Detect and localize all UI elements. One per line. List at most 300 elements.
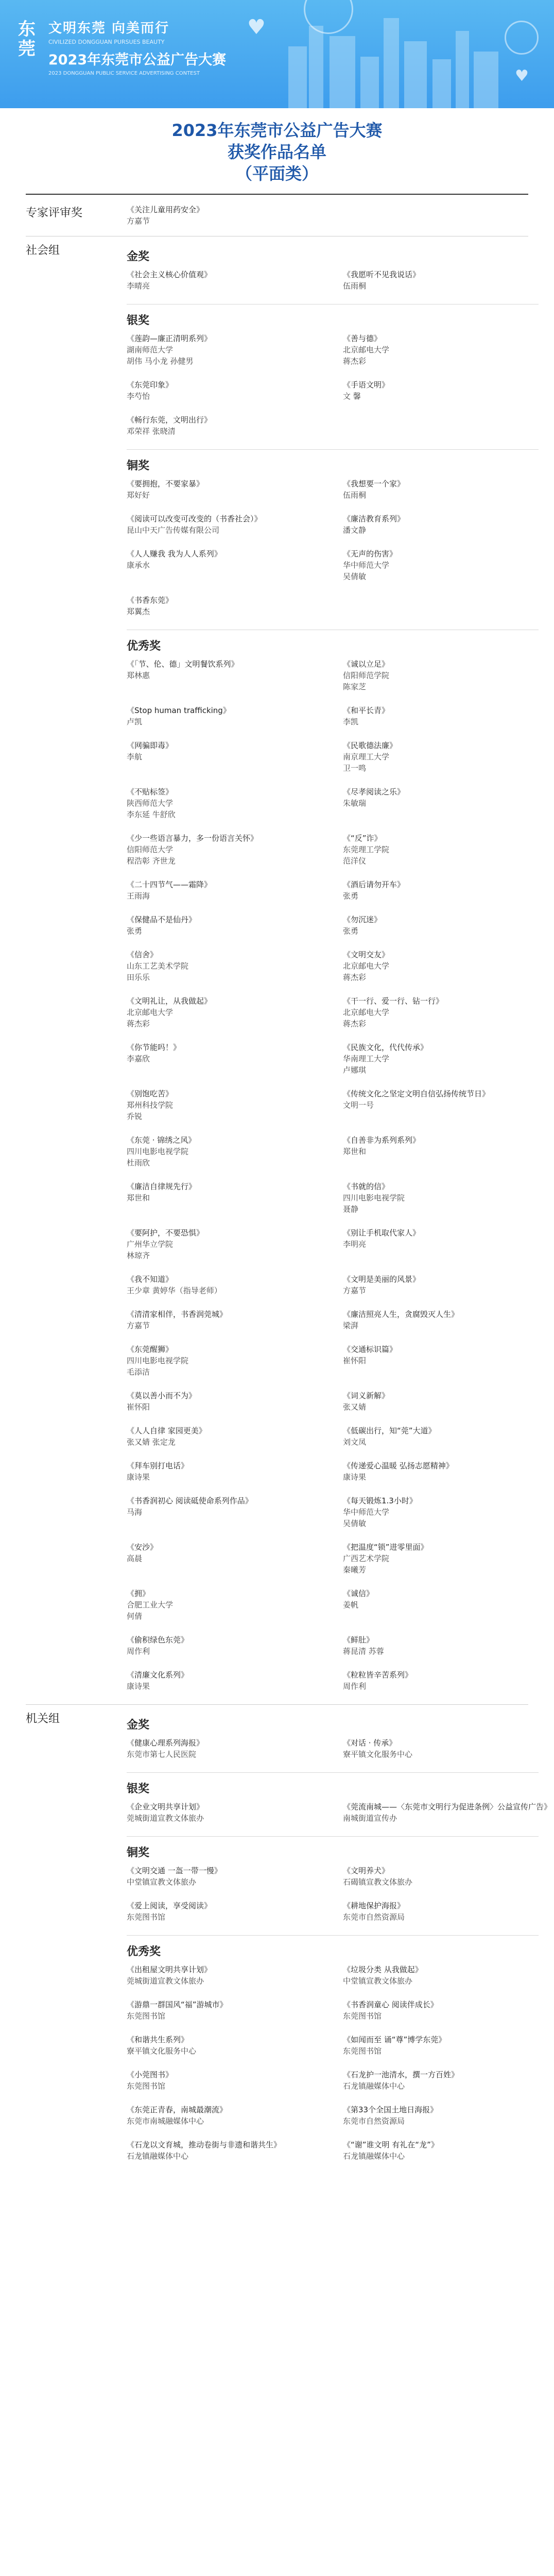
work-title: 《爱上阅读，享受阅读》 <box>127 1901 212 1910</box>
author: 中堂镇宣教文体旅办 <box>127 1877 197 1887</box>
author: 山东工艺美术学院 <box>127 961 189 971</box>
author: 胡伟 马小龙 孙健男 <box>127 357 194 366</box>
author: 李晴亮 <box>127 281 150 291</box>
author: 邓荣祥 张晓清 <box>127 427 176 436</box>
work-title: 《我不知道》 <box>127 1275 174 1284</box>
work-title: 《东莞 · 锦绣之风》 <box>127 1136 196 1145</box>
skyline-building <box>432 59 451 108</box>
award-entry <box>127 658 343 692</box>
social-group <box>26 236 528 1704</box>
author: 寮平镇文化服务中心 <box>127 2046 197 2056</box>
author: 高晨 <box>127 1554 143 1563</box>
author: 东莞图书馆 <box>127 2011 166 2021</box>
author: 卢娜琪 <box>343 1065 367 1075</box>
work-title: 《诚以立足》 <box>343 659 390 669</box>
work-title: 《和谐共生系列》 <box>127 2035 189 2044</box>
award-entry <box>343 1390 554 1413</box>
award-entry <box>127 478 343 501</box>
award-entry <box>127 786 343 820</box>
author: 华中师范大学 <box>343 561 390 570</box>
author: 蒋杰彩 <box>343 357 367 366</box>
work-title: 《粒粒皆辛苦系列》 <box>343 1670 413 1680</box>
award-entry <box>343 1344 554 1378</box>
award-entry <box>127 2034 343 2057</box>
award-entry <box>343 1309 554 1331</box>
award-excellent <box>127 630 528 1704</box>
author: 石碣镇宣教文体旅办 <box>343 1877 413 1887</box>
award-entry <box>343 949 554 983</box>
author: 郑翼杰 <box>127 607 150 616</box>
author: 程浩彰 齐世龙 <box>127 856 176 866</box>
award-entry <box>127 1274 343 1296</box>
award-entry <box>127 1309 343 1331</box>
author: 东莞图书馆 <box>343 2011 382 2021</box>
work-title: 《不贴标签》 <box>127 787 174 796</box>
work-title: 《石龙以文育城，推动卷街与非遗和谐共生》 <box>127 2140 282 2149</box>
award-entry <box>127 949 343 983</box>
work-title: 《东莞醒狮》 <box>127 1345 174 1354</box>
author: 毛添洁 <box>127 1367 150 1377</box>
author: 梁湃 <box>343 1321 359 1330</box>
award-entry <box>343 2139 554 2162</box>
award-entry <box>127 2069 343 2092</box>
author: 郑林惠 <box>127 671 150 680</box>
work-title: 《别饱吃苦》 <box>127 1089 174 1098</box>
award-sections <box>26 1705 552 2174</box>
author: 蒋杰彩 <box>127 1019 150 1028</box>
award-entry <box>343 914 554 937</box>
work-title: 《网骗即毒》 <box>127 741 174 750</box>
work-title: 《耕地保护海报》 <box>343 1901 405 1910</box>
work-title: 《书香东莞》 <box>127 596 174 605</box>
work-title: 《把温度“锁”进零里面》 <box>343 1543 428 1552</box>
award-entry <box>127 705 343 727</box>
entry-grid <box>127 269 528 304</box>
work-title: 《词义新解》 <box>343 1391 390 1400</box>
title-line1: 2023年东莞市公益广告大赛 <box>171 121 383 140</box>
author: 北京邮电大学 <box>343 961 390 971</box>
author: 华南理工大学 <box>343 1054 390 1063</box>
author: 石龙镇融媒体中心 <box>343 2151 405 2161</box>
award-silver <box>127 1772 552 1836</box>
work-title: 《廉洁自律规先行》 <box>127 1182 197 1191</box>
award-entry <box>127 379 343 402</box>
author: 方嘉节 <box>343 1286 367 1295</box>
award-entry <box>343 1634 554 1657</box>
author: 东莞图书馆 <box>127 1912 166 1922</box>
award-entry <box>343 513 554 536</box>
award-entry <box>343 2104 554 2127</box>
work-title: 《拥》 <box>127 1589 150 1598</box>
slogan: 文明东莞 向美而行 <box>48 21 170 36</box>
author: 石龙镇融媒体中心 <box>127 2151 189 2161</box>
award-title: 金奖 <box>127 250 150 263</box>
award-entry <box>343 1227 554 1261</box>
author: 马海 <box>127 1507 143 1517</box>
work-title: 《文明交通 一盔一带一慢》 <box>127 1866 222 1875</box>
author: 信阳师范学院 <box>343 671 390 680</box>
work-title: 《干一行、爱一行、钻一行》 <box>343 996 444 1006</box>
work-title: 《游鼎一群国风“福”游城市》 <box>127 2000 228 2009</box>
author: 刘文凤 <box>343 1437 367 1447</box>
award-entry <box>343 1737 554 1760</box>
award-gold <box>127 1716 528 1772</box>
author: 张勇 <box>343 926 359 936</box>
work-title: 《第33个全国土地日海报》 <box>343 2105 438 2114</box>
award-entry <box>343 1669 554 1692</box>
author: 方嘉节 <box>127 216 150 226</box>
author: 广州华立学院 <box>127 1240 174 1249</box>
work-title: 《莫以善小而不为》 <box>127 1391 197 1400</box>
entry-grid <box>127 658 528 1704</box>
author: 卢凯 <box>127 717 143 726</box>
author: 昆山中天广告传媒有限公司 <box>127 526 220 535</box>
author: 东莞市南城融媒体中心 <box>127 2116 204 2126</box>
author: 郑州科技学院 <box>127 1100 174 1110</box>
author: 中堂镇宣教文体旅办 <box>343 1976 413 1986</box>
work-title: 《出租屋文明共享计划》 <box>127 1965 212 1974</box>
author: 四川电影电视学院 <box>127 1356 189 1365</box>
work-title: 《无声的伤害》 <box>343 549 397 558</box>
author: 朱敏瑞 <box>343 799 367 808</box>
award-entry <box>127 1801 343 1824</box>
work-title: 《交通标识篇》 <box>343 1345 397 1354</box>
award-title: 优秀奖 <box>127 640 161 653</box>
header-banner <box>0 0 554 108</box>
govt-group <box>26 1704 552 2174</box>
award-entry <box>127 1588 343 1622</box>
award-entry <box>343 740 554 774</box>
author: 周作利 <box>343 1682 367 1691</box>
award-entry <box>127 1495 343 1529</box>
award-title: 优秀奖 <box>127 1945 161 1958</box>
author: 李嘉欣 <box>127 1054 150 1063</box>
award-entry <box>343 879 554 902</box>
work-title: 《文明交友》 <box>343 950 390 959</box>
author: 卫一鸣 <box>343 764 367 773</box>
award-entry <box>343 2069 554 2092</box>
award-entry <box>343 1042 554 1076</box>
author: 周作利 <box>127 1647 150 1656</box>
work-title: 《信舍》 <box>127 950 158 959</box>
award-entry <box>127 1964 343 1987</box>
slogan-en: CIVILIZED DONGGUAN PURSUES BEAUTY <box>48 39 165 45</box>
author: 南城街道宣传办 <box>343 1814 397 1823</box>
award-entry <box>127 513 343 536</box>
author: 北京邮电大学 <box>343 345 390 354</box>
award-entry <box>127 1227 343 1261</box>
work-title: 《关注儿童用药安全》 <box>127 205 204 214</box>
work-title: 《如闻而至 诵“尊”博学东莞》 <box>343 2035 446 2044</box>
award-entry <box>343 1460 554 1483</box>
author: 潘文静 <box>343 526 367 535</box>
award-bronze <box>127 449 528 630</box>
work-title: 《企业文明共享计划》 <box>127 1802 204 1811</box>
author: 张又婧 <box>343 1402 367 1412</box>
author: 四川电影电视学院 <box>343 1193 405 1202</box>
work-title: 《对话 · 传承》 <box>343 1738 397 1748</box>
group-label: 机关组 <box>26 1713 60 1725</box>
entry-grid <box>127 1737 528 1772</box>
work-title: 《和平长青》 <box>343 706 390 715</box>
work-title: 《石龙护一池清水，撰一方百姓》 <box>343 2070 459 2079</box>
award-entry <box>127 833 343 867</box>
author: 北京邮电大学 <box>127 1008 174 1017</box>
work-title: 《我愿听不见我说话》 <box>343 270 421 279</box>
award-entry <box>127 333 343 367</box>
skyline-building <box>330 36 355 108</box>
work-title: 《廉洁教育系列》 <box>343 514 405 523</box>
work-title: 《每天锻炼1.3小时》 <box>343 1496 417 1505</box>
award-entry <box>127 269 343 292</box>
author: 康承水 <box>127 561 150 570</box>
award-entry <box>343 995 554 1029</box>
work-title: 《手语文明》 <box>343 380 390 389</box>
author: 崔怀阳 <box>127 1402 150 1412</box>
author: 寮平镇文化服务中心 <box>343 1750 413 1759</box>
award-entry <box>127 1425 343 1448</box>
work-title: 《“反”诈》 <box>343 834 382 843</box>
award-title: 银奖 <box>127 1783 150 1795</box>
author: 吴倩敏 <box>343 1519 367 1528</box>
author: 杜雨欣 <box>127 1158 150 1167</box>
skyline-building <box>474 52 498 108</box>
work-title: 《文明礼让，从我做起》 <box>127 996 212 1006</box>
contest-name-en: 2023 DONGGUAN PUBLIC SERVICE ADVERTISING CONTEST <box>48 71 200 76</box>
work-title: 《鲜肚》 <box>343 1635 374 1645</box>
author: 蒋杰彩 <box>343 1019 367 1028</box>
work-title: 《健康心理系列海报》 <box>127 1738 204 1748</box>
divider <box>127 1772 539 1773</box>
skyline-building <box>384 18 399 108</box>
award-entry <box>127 1865 343 1888</box>
award-entry <box>127 1669 343 1692</box>
award-entry <box>127 1042 343 1076</box>
award-entry <box>343 1425 554 1448</box>
work-title: 《东莞正青春，南城最潮流》 <box>127 2105 228 2114</box>
work-title: 《勿沉迷》 <box>343 915 382 924</box>
award-entry <box>127 1541 343 1575</box>
author: 华中师范大学 <box>343 1507 390 1517</box>
work-title: 《廉洁照亮人生，贪腐毁灭人生》 <box>343 1310 459 1319</box>
award-entry <box>343 1801 554 1824</box>
author: 四川电影电视学院 <box>127 1147 189 1156</box>
divider <box>127 449 539 450</box>
work-title: 《民歌德法廉》 <box>343 741 397 750</box>
author: 北京邮电大学 <box>343 1008 390 1017</box>
author: 陈家芝 <box>343 682 367 691</box>
award-entry <box>343 658 554 692</box>
author: 王雨海 <box>127 891 150 901</box>
heart-icon: ♥ <box>247 15 266 39</box>
award-sections <box>26 236 528 1704</box>
award-entry <box>343 1865 554 1888</box>
author: 林琼齐 <box>127 1251 150 1260</box>
author: 南京理工大学 <box>343 752 390 761</box>
work-title: 《善与德》 <box>343 334 382 343</box>
work-title: 《保健品不是仙丹》 <box>127 915 197 924</box>
award-entry <box>343 786 554 820</box>
award-entry <box>343 478 554 501</box>
author: 郑世和 <box>127 1193 150 1202</box>
work-title: 《书就的信》 <box>343 1182 390 1191</box>
author: 范洋仪 <box>343 856 367 866</box>
work-title: 《「节、伦、德」文明餐饮系列》 <box>127 659 239 669</box>
author: 文明一号 <box>343 1100 374 1110</box>
award-entry <box>343 1900 554 1923</box>
author: 东莞市自然资源局 <box>343 1912 405 1922</box>
author: 王少章 黄婷华（指导老师） <box>127 1286 222 1295</box>
award-entry <box>127 740 343 774</box>
author: 崔怀阳 <box>343 1356 367 1365</box>
entry-grid <box>127 333 528 449</box>
author: 东莞图书馆 <box>127 2081 166 2091</box>
heart-icon: ♥ <box>515 67 529 85</box>
award-entry <box>343 1495 554 1529</box>
work-title: 《人人自律 家园更美》 <box>127 1426 206 1435</box>
award-entry <box>343 833 554 867</box>
author: 蒋昆清 苏蓉 <box>343 1647 384 1656</box>
award-entry <box>343 333 554 367</box>
entry-grid <box>127 1865 528 1935</box>
work-title: 《我想要一个家》 <box>343 479 405 488</box>
author: 伍雨桐 <box>343 281 367 291</box>
contest-name: 2023年东莞市公益广告大赛 <box>48 52 227 68</box>
work-title: 《少一些语言暴力，多一份语言关怀》 <box>127 834 258 843</box>
work-title: 《低碳出行，知“莞”大道》 <box>343 1426 436 1435</box>
award-entry <box>127 1088 343 1122</box>
author: 何倩 <box>127 1612 143 1621</box>
author: 李东延 牛舒欣 <box>127 810 176 819</box>
award-entry <box>127 1900 343 1923</box>
author: 李凯 <box>343 717 359 726</box>
work-title: 《你节能吗！》 <box>127 1043 181 1052</box>
entry-grid <box>127 478 528 630</box>
author: 伍雨桐 <box>343 490 367 500</box>
work-title: 《偷积绿色东莞》 <box>127 1635 189 1645</box>
award-entry <box>127 879 343 902</box>
award-entry <box>343 1088 554 1122</box>
work-title: 《“谢”谁文明 有礼在“龙”》 <box>343 2140 439 2149</box>
judge-award-label: 专家评审奖 <box>26 207 83 219</box>
work-title: 《传递爱心温暖 弘扬志愿精神》 <box>343 1461 454 1470</box>
work-title: 《别让手机取代家人》 <box>343 1228 421 1238</box>
author: 方嘉节 <box>127 1321 150 1330</box>
author: 东莞图书馆 <box>343 2046 382 2056</box>
award-entry <box>127 414 343 437</box>
award-gold <box>127 248 528 304</box>
work-title: 《Stop human trafficking》 <box>127 706 231 715</box>
award-entry <box>127 995 343 1029</box>
work-title: 《书香润童心 阅读伴成长》 <box>343 2000 438 2009</box>
work-title: 《传统文化之坚定文明自信弘扬传统节日》 <box>343 1089 490 1098</box>
author: 田乐乐 <box>127 973 150 982</box>
award-entry <box>343 1541 554 1575</box>
title-line3: （平面类） <box>235 164 318 183</box>
author: 乔锐 <box>127 1112 143 1121</box>
work-title: 《阅读可以改变可改变的（书香社会）》 <box>127 514 262 523</box>
author: 蒋杰彩 <box>343 973 367 982</box>
page-title <box>0 108 554 184</box>
author: 吴倩敏 <box>343 572 367 581</box>
award-entry <box>127 595 343 617</box>
work-title: 《安沙》 <box>127 1543 158 1552</box>
author: 秦曦芳 <box>343 1565 367 1574</box>
work-title: 《书香润初心 阅读砥使命系列作品》 <box>127 1496 253 1505</box>
author: 康诗果 <box>127 1682 150 1691</box>
author: 陕西师范大学 <box>127 799 174 808</box>
award-entry <box>343 1588 554 1622</box>
decor-circle <box>505 21 539 55</box>
entry-grid <box>127 1964 528 2174</box>
work-title: 《文明养犬》 <box>343 1866 390 1875</box>
work-title: 《东莞印象》 <box>127 380 174 389</box>
judge-award-section <box>26 195 528 236</box>
logo-mark: 东莞 <box>18 19 36 59</box>
author: 东莞理工学院 <box>343 845 390 854</box>
work-title: 《酒后请勿开车》 <box>343 880 405 889</box>
award-entry <box>343 379 554 402</box>
author: 李芍怡 <box>127 392 150 401</box>
author: 聂静 <box>343 1205 359 1214</box>
award-entry <box>127 1460 343 1483</box>
award-entry <box>343 1964 554 1987</box>
award-entry <box>127 2139 343 2162</box>
award-silver <box>127 304 528 449</box>
author: 莞城街道宣教文体旅办 <box>127 1814 204 1823</box>
author: 张勇 <box>127 926 143 936</box>
work-title: 《二十四节气——霜降》 <box>127 880 212 889</box>
author: 湖南师范大学 <box>127 345 174 354</box>
title-line2: 获奖作品名单 <box>227 142 326 162</box>
author: 郑世和 <box>343 1147 367 1156</box>
award-entry <box>343 1181 554 1215</box>
author: 张又婧 张定龙 <box>127 1437 176 1447</box>
work-title: 《要阿护，不要恐惧》 <box>127 1228 204 1238</box>
work-title: 《民族文化，代代传承》 <box>343 1043 428 1052</box>
award-entry <box>127 2104 343 2127</box>
award-entry <box>343 548 554 582</box>
author: 信阳师范大学 <box>127 845 174 854</box>
work-title: 《文明是美丽的风景》 <box>343 1275 421 1284</box>
divider <box>127 1836 539 1837</box>
award-title: 银奖 <box>127 314 150 327</box>
award-bronze <box>127 1836 528 1935</box>
award-entry <box>343 269 554 292</box>
author: 李明亮 <box>343 1240 367 1249</box>
award-entry <box>343 2034 554 2057</box>
work-title: 《清廉文化系列》 <box>127 1670 189 1680</box>
award-entry <box>127 1390 343 1413</box>
work-title: 《人人赚我 我为人人系列》 <box>127 549 222 558</box>
work-title: 《清清家相伴，书香润莞城》 <box>127 1310 228 1319</box>
work-title: 《社会主义核心价值观》 <box>127 270 212 279</box>
award-entry <box>127 1999 343 2022</box>
work-title: 《自善非为系列系列》 <box>343 1136 421 1145</box>
award-entry <box>343 1274 554 1296</box>
skyline-building <box>456 31 469 108</box>
award-title: 铜奖 <box>127 1846 150 1859</box>
author: 东莞市自然资源局 <box>343 2116 405 2126</box>
author: 东莞市第七人民医院 <box>127 1750 197 1759</box>
author: 合肥工业大学 <box>127 1600 174 1609</box>
award-entry <box>127 1181 343 1215</box>
work-title: 《莞流南城——〈东莞市文明行为促进条例〉公益宣传广告》 <box>343 1802 552 1811</box>
group-label: 社会组 <box>26 244 60 257</box>
author: 文 馨 <box>343 392 361 401</box>
award-entry <box>127 914 343 937</box>
entry-grid <box>127 1801 552 1836</box>
